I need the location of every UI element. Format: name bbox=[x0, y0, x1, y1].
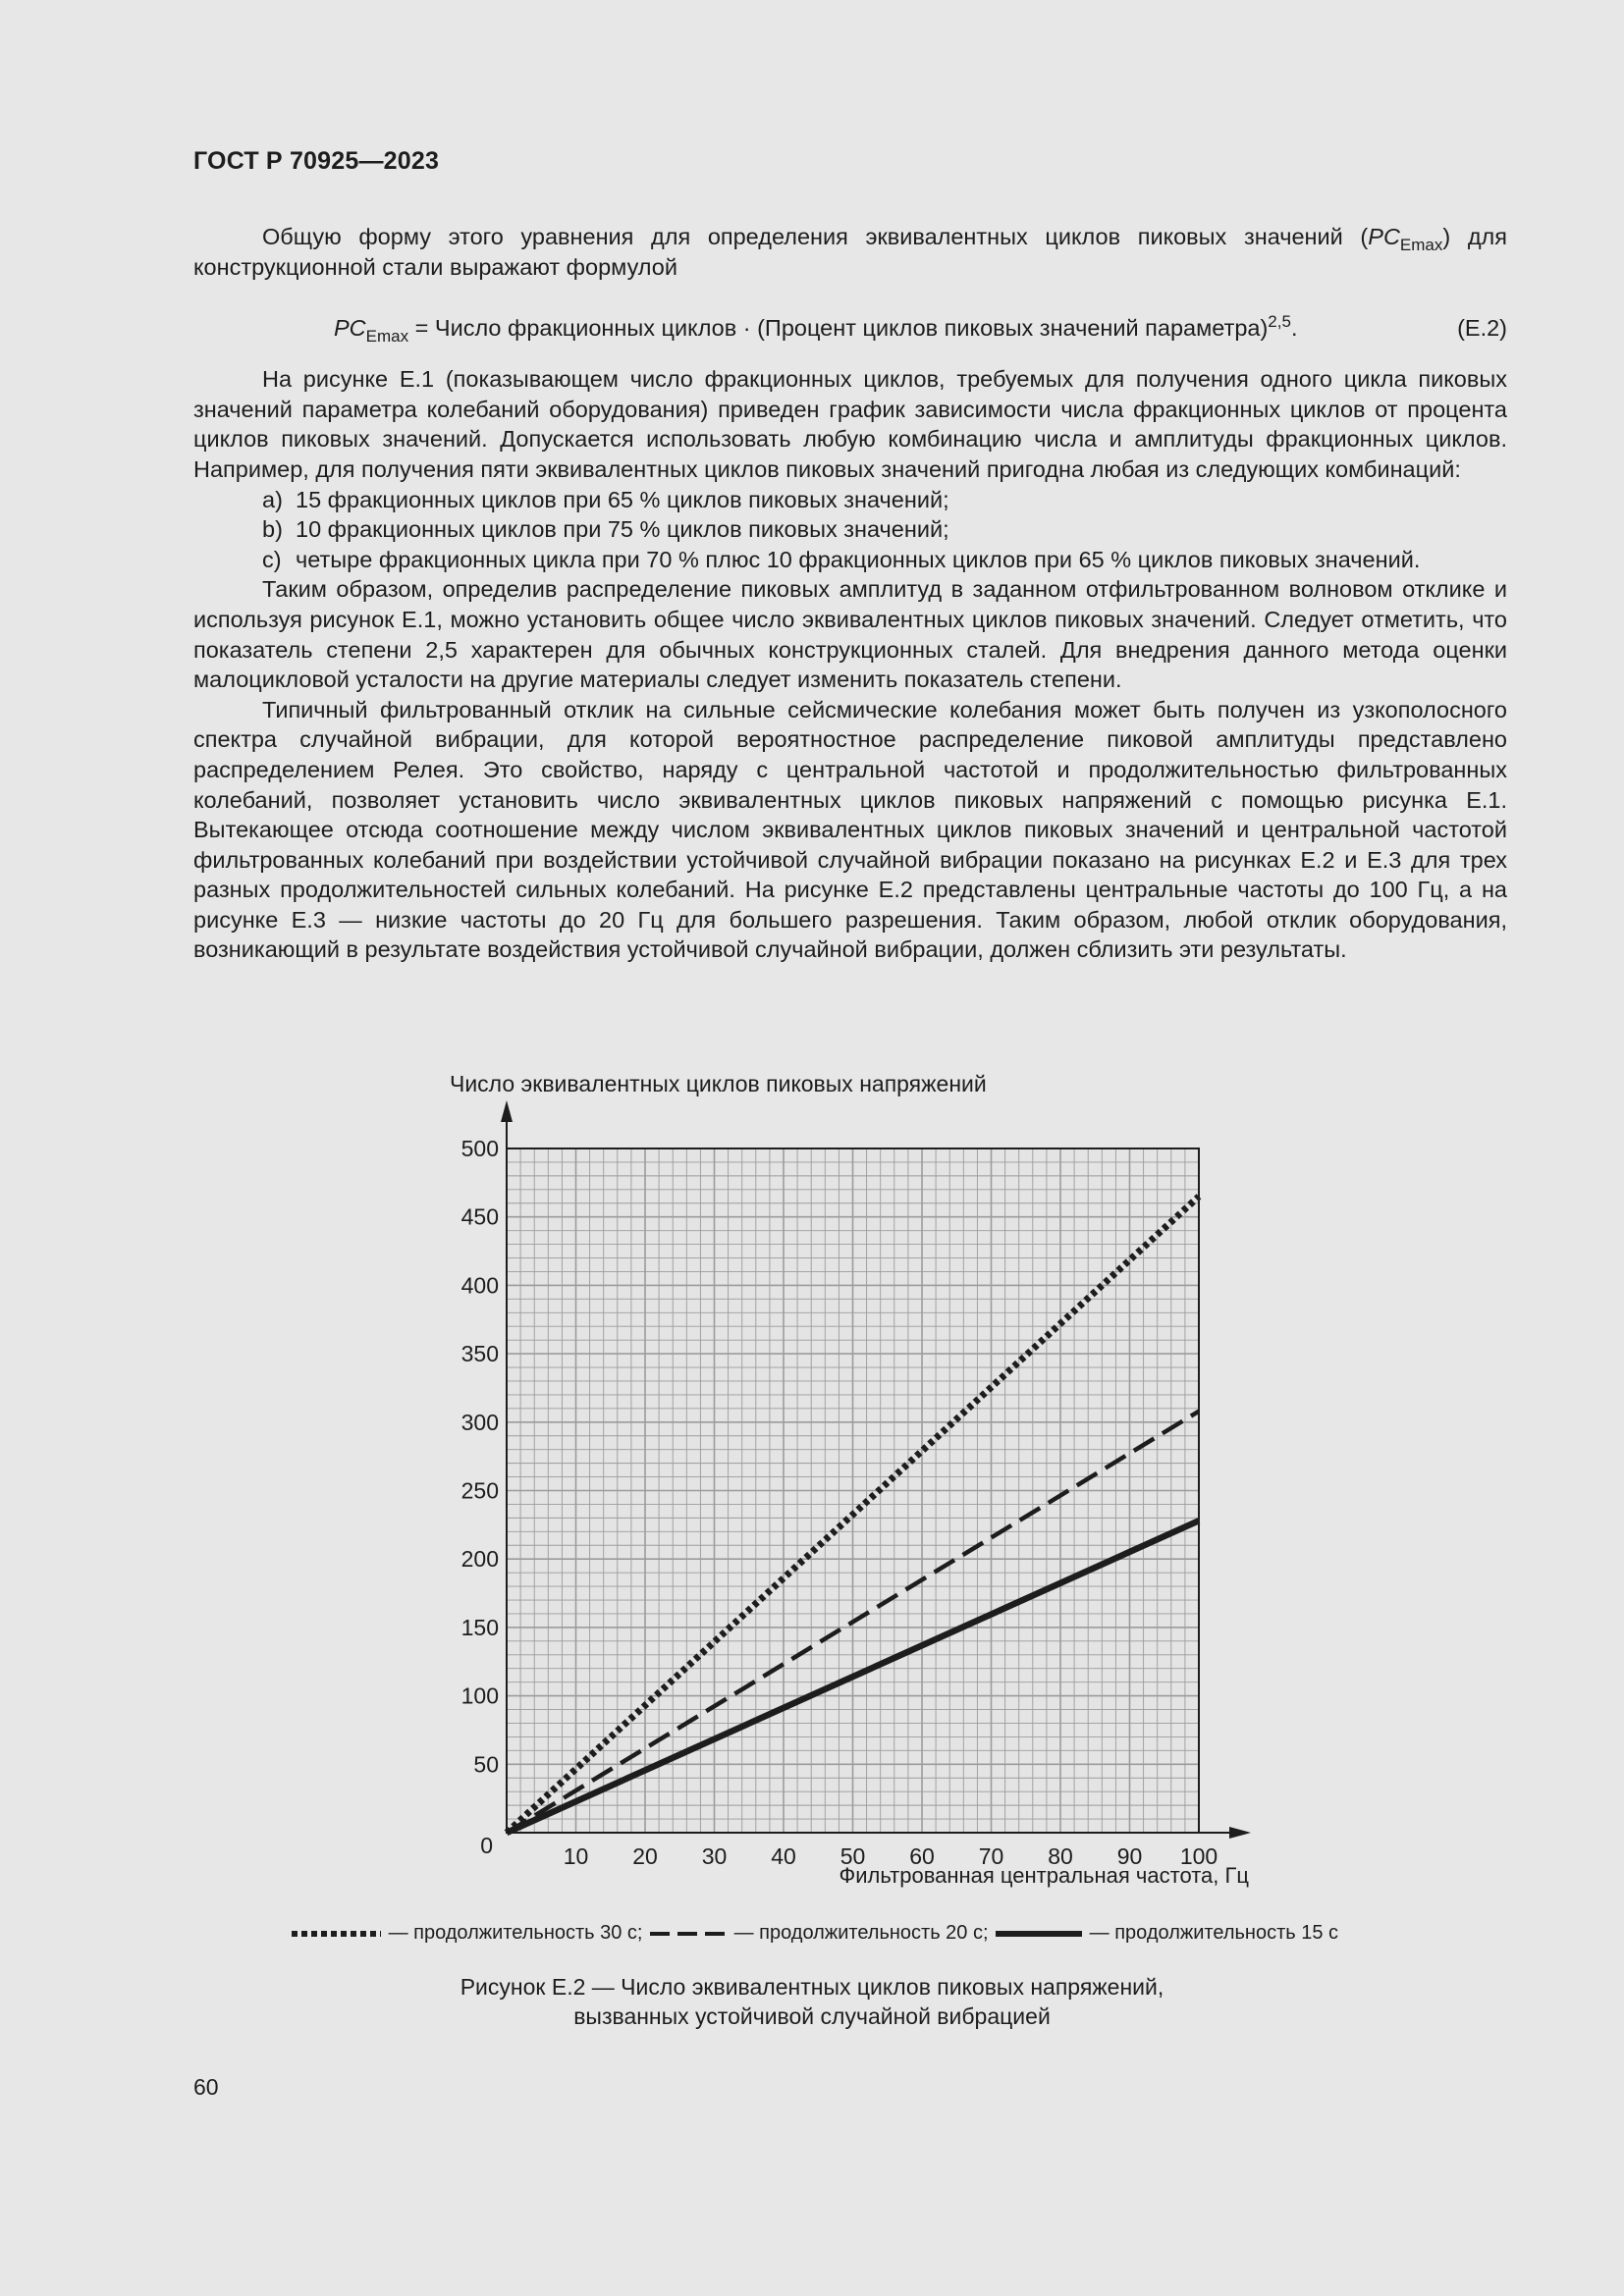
symbol-subscript: Emax bbox=[1399, 236, 1443, 254]
legend-solid-line-icon bbox=[994, 1928, 1084, 1940]
y-tick-label: 200 bbox=[460, 1546, 499, 1573]
legend-item-15s: — продолжительность 15 с bbox=[1089, 1922, 1339, 1944]
x-tick-label: 30 bbox=[701, 1843, 728, 1869]
x-axis-title: Фильтрованная центральная частота, Гц bbox=[839, 1863, 1249, 1888]
symbol-pc: PC bbox=[1368, 224, 1400, 249]
x-tick-label: 100 bbox=[1179, 1843, 1218, 1869]
list-item: c) четыре фракционных цикла при 70 % плюс 10 фракционных циклов при 65 % циклов пиковых значений. bbox=[262, 546, 1421, 572]
equation-number: (Е.2) bbox=[1457, 315, 1507, 342]
x-tick-label: 40 bbox=[771, 1843, 796, 1869]
x-tick-label: 20 bbox=[632, 1843, 658, 1869]
y-tick-label: 400 bbox=[460, 1272, 499, 1299]
chart-legend bbox=[290, 1922, 1409, 1945]
y-tick-label: 300 bbox=[460, 1409, 499, 1435]
x-tick-label: 60 bbox=[909, 1843, 935, 1869]
paragraph-fractional-cycles: На рисунке Е.1 (показывающем число фракционных циклов, требуемых для получения одного цикла пиковых значений параметра колебаний оборудования) приведен график зависимости числа фракционных циклов от процента циклов пиковых значений. Допускается использовать любую комбинацию числа и амплитуды фракционных циклов. Например, для получения пяти эквивалентных циклов пиковых значений пригодна любая из следующих комбинаций: bbox=[193, 366, 1507, 482]
y-tick-label: 100 bbox=[460, 1682, 499, 1709]
caption-line-1: Рисунок Е.2 — Число эквивалентных циклов пиковых напряжений, bbox=[460, 1974, 1164, 2000]
paragraph-intro: Общую форму этого уравнения для определения эквивалентных циклов пиковых значений $(PC_{Emax})$ для конструкционной стали выражают формулой bbox=[193, 224, 1507, 280]
y-tick-label: 450 bbox=[460, 1203, 499, 1230]
list-item: b) 10 фракционных циклов при 75 % циклов пиковых значений; bbox=[262, 516, 949, 543]
y-axis-title: Число эквивалентных циклов пиковых напряжений bbox=[450, 1071, 987, 1096]
y-tick-label: 500 bbox=[460, 1136, 499, 1161]
y-tick-label: 350 bbox=[460, 1341, 499, 1367]
document-code: ГОСТ Р 70925—2023 bbox=[193, 147, 440, 175]
equation-exponent: 2,5 bbox=[1268, 312, 1291, 332]
x-axis-arrow-icon bbox=[1229, 1827, 1251, 1839]
list-item: a) 15 фракционных циклов при 65 % циклов пиковых значений; bbox=[262, 486, 949, 512]
legend-dashed-line-icon bbox=[648, 1928, 729, 1940]
legend-item-20s: — продолжительность 20 с; bbox=[733, 1922, 989, 1944]
caption-line-2: вызванных устойчивой случайной вибрацией bbox=[573, 2003, 1051, 2029]
x-tick-label: 50 bbox=[839, 1843, 866, 1869]
equation: $PC_{Emax}$ = Число фракционных циклов · (Процент циклов пиковых значений параметра)$^{2,5}$. bbox=[334, 312, 1298, 347]
x-tick-label: 70 bbox=[978, 1843, 1004, 1869]
paragraph-exponent-note: Таким образом, определив распределение пиковых амплитуд в заданном отфильтрованном волновом отклике и используя рисунок Е.1, можно установить общее число эквивалентных циклов пиковых значений. Следует отметить, что показатель степени 2,5 характерен для обычных конструкционных сталей. Для внедрения данного метода оценки малоцикловой усталости на другие материалы следует изменить показатель степени. bbox=[193, 576, 1507, 693]
legend-item-30s: — продолжительность 30 с; bbox=[388, 1922, 643, 1944]
legend-dotted-line-icon bbox=[290, 1928, 383, 1940]
x-tick-label: 80 bbox=[1048, 1843, 1073, 1869]
y-tick-label: 250 bbox=[460, 1477, 499, 1504]
page-number: 60 bbox=[193, 2074, 219, 2100]
figure-caption bbox=[0, 1972, 1624, 2031]
x-tick-label: 90 bbox=[1116, 1843, 1143, 1869]
x-tick-label: 10 bbox=[563, 1843, 589, 1869]
y-axis-arrow-icon bbox=[501, 1100, 513, 1122]
paragraph-random-vibration: Типичный фильтрованный отклик на сильные сейсмические колебания может быть получен из узкополосного спектра случайной вибрации, для которой вероятностное распределение пиковой амплитуды представлено распределением Релея. Это свойство, наряду с центральной частотой и продолжительностью фильтрованных колебаний, позволяет установить число эквивалентных циклов пиковых напряжений с помощью рисунка Е.1. Вытекающее отсюда соотношение между числом эквивалентных циклов пиковых значений и центральной частотой фильтрованных колебаний при воздействии устойчивой случайной вибрации показано на рисунках Е.2 и Е.3 для трех разных продолжительностей сильных колебаний. На рисунке Е.2 представлены центральные частоты до 100 Гц, а на рисунке Е.3 — низкие частоты до 20 Гц для большего разрешения. Таким образом, любой отклик оборудования, возникающий в результате воздействия устойчивой случайной вибрации, должен сблизить эти результаты. bbox=[193, 696, 1507, 963]
origin-label: 0 bbox=[480, 1833, 493, 1858]
y-tick-label: 50 bbox=[473, 1751, 499, 1778]
y-tick-label: 150 bbox=[460, 1614, 499, 1640]
